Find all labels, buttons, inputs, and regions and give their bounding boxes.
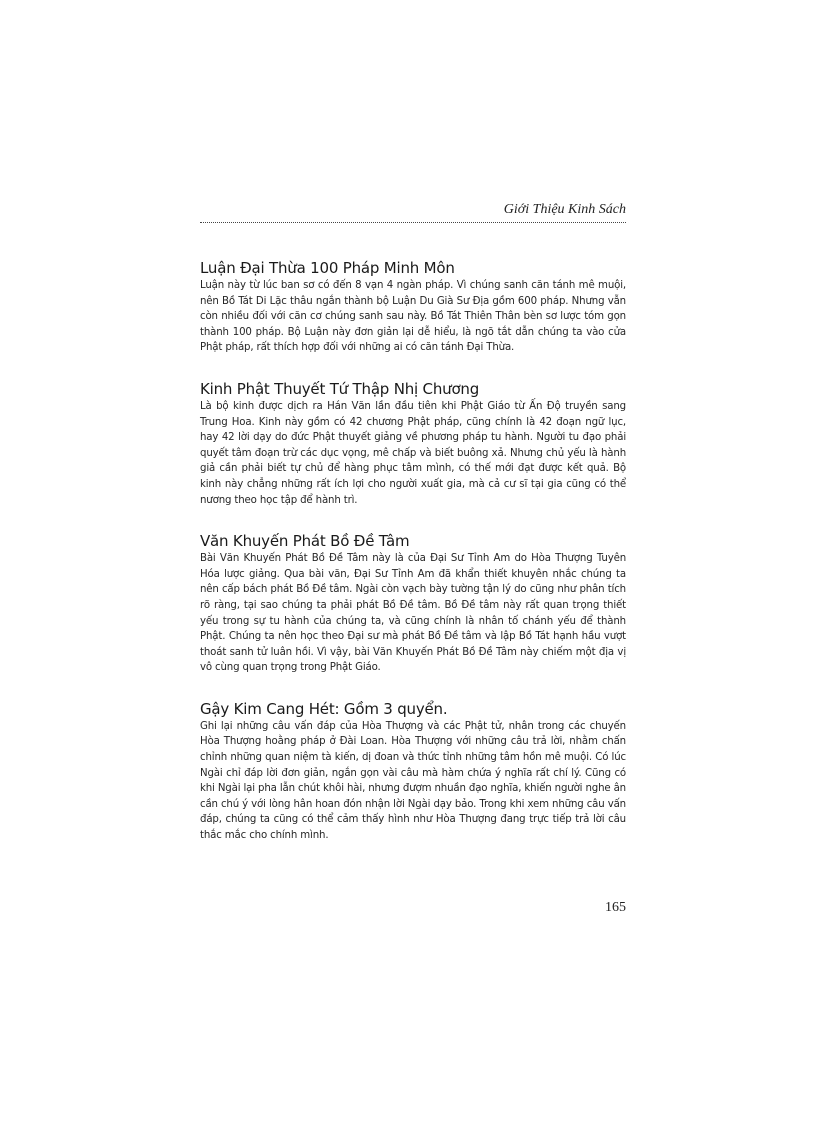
running-header-title: Giới Thiệu Kinh Sách xyxy=(503,202,626,217)
section-gay-kim-cang-het xyxy=(200,699,626,844)
page-content xyxy=(200,258,626,867)
section-body: Luận này từ lúc ban sơ có đến 8 vạn 4 ngàn pháp. Vì chúng sanh căn tánh mê muội, nên Bồ Tát Di Lặc thâu ngắn thành bộ Luận Du Già Sư Địa gồm 600 pháp. Nhưng vẫn còn nhiều đối với căn cơ chúng sanh sau này. Bồ Tát Thiên Thân bèn sơ lược tóm gọn thành 100 pháp. Bộ Luận này đơn giản lại dễ hiểu, là ngõ tắt dẫn chúng ta vào cửa Phật pháp, rất thích hợp đối với những ai có căn tánh Đại Thừa. xyxy=(200,280,626,354)
page-number: 165 xyxy=(605,900,626,915)
section-title: Gậy Kim Cang Hét: Gồm 3 quyển. xyxy=(200,699,448,718)
section-title: Kinh Phật Thuyết Tứ Thập Nhị Chương xyxy=(200,379,480,398)
section-tu-thap-nhi-chuong xyxy=(200,379,626,508)
section-title: Luận Đại Thừa 100 Pháp Minh Môn xyxy=(200,259,455,277)
section-khuyen-phat-bo-de-tam xyxy=(200,531,626,676)
header-dotted-rule xyxy=(200,222,626,223)
section-luan-dai-thua xyxy=(200,258,626,356)
section-body: Ghi lại những câu vấn đáp của Hòa Thượng và các Phật tử, nhân trong các chuyến Hòa Thượng hoằng pháp ở Đài Loan. Hòa Thượng với những câu trả lời, nhằm chấn chỉnh những quan niệm tà kiến, dị đoan và thức tỉnh những tâm hồn mê muội. Có lúc Ngài chỉ đáp lời đơn giản, ngắn gọn vài câu mà hàm chứa ý nghĩa rất chí lý. Cũng có khi Ngài lại pha lẫn chút khôi hài, nhưng đượm nhuần đạo nghĩa, khiến người nghe ân cần chú ý với lòng hân hoan đón nhận lời Ngài dạy bảo. Trong khi xem những câu vấn đáp, chúng ta cũng có thể cảm thấy hình như Hòa Thượng đang trực tiếp trả lời câu thắc mắc cho chính mình. xyxy=(200,720,626,842)
section-body: Là bộ kinh được dịch ra Hán Văn lần đầu tiên khi Phật Giáo từ Ấn Độ truyền sang Trung Hoa. Kinh này gồm có 42 chương Phật pháp, cũng chính là 42 đoạn ngữ lục, hay 42 lời dạy do đức Phật thuyết giảng về phương pháp tu hành. Người tu đạo phải quyết tâm đoạn trừ các dục vọng, mê chấp và biết buông xả. Nhưng chủ yếu là hành giả cần phải biết tự chủ để hàng phục tâm mình, có thế mới đạt được kết quả. Bộ kinh này chẳng những rất ích lợi cho người xuất gia, mà cả cư sĩ tại gia cũng có thể nương theo học tập để hành trì. xyxy=(200,400,626,506)
section-title: Văn Khuyến Phát Bồ Đề Tâm xyxy=(200,532,410,551)
section-body: Bài Văn Khuyến Phát Bồ Đề Tâm này là của Đại Sư Tỉnh Am do Hòa Thượng Tuyên Hóa lược giảng. Qua bài văn, Đại Sư Tỉnh Am đã khẩn thiết khuyên nhắc chúng ta nên cấp bách phát Bồ Đề tâm. Ngài còn vạch bày tường tận lý do cũng như phân tích rõ ràng, tại sao chúng ta phải phát Bồ Đề tâm. Bồ Đề tâm này rất quan trọng thiết yếu trong sự tu hành của chúng ta, và cũng chính là nhân tố chánh yếu để thành Phật. Chúng ta nên học theo Đại sư mà phát Bồ Đề tâm và lập Bồ Tát hạnh hầu vượt thoát sanh tử luân hồi. Vì vậy, bài Văn Khuyến Phát Bồ Đề Tâm này chiếm một địa vị vô cùng quan trọng trong Phật Giáo. xyxy=(200,553,626,674)
